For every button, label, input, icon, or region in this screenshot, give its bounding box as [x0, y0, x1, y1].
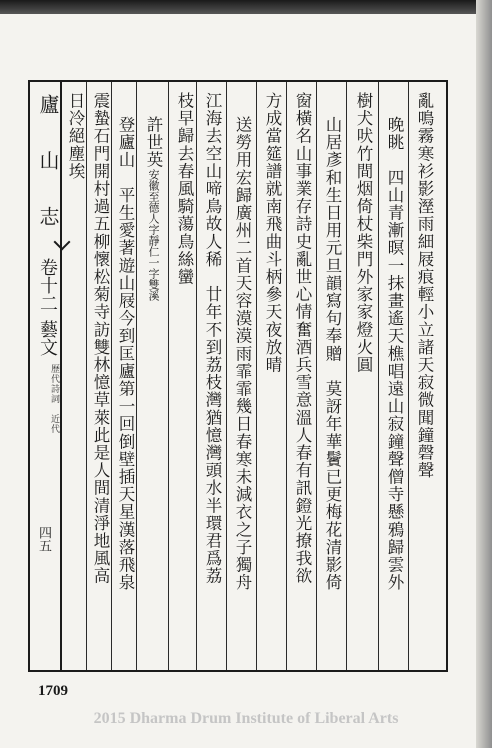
- page-number: 1709: [38, 683, 68, 699]
- column-rule: [378, 82, 379, 670]
- text-column-2: 晚眺 四山青漸暝一抹畫遙天樵唱遠山寂鐘聲僧寺懸鴉歸雲外: [385, 116, 404, 592]
- book-title-char: 山: [36, 150, 60, 170]
- book-title-char: 廬: [36, 94, 60, 114]
- text-column-8: 江海去空山啼鳥故人稀 廿年不到荔枝灣猶憶灣頭水半環君爲荔: [203, 92, 222, 585]
- text-column-6: 方成當筵譜就南飛曲斗柄參天夜放晴: [263, 92, 282, 374]
- scan-edge-right: [476, 0, 492, 748]
- column-rule: [226, 82, 227, 670]
- author-column: [141, 116, 165, 686]
- text-column-5: 窗橫名山事業存詩史亂世心情奮酒兵雪意溫人春有訊鐙光撩我欲: [293, 92, 312, 585]
- text-column-4: 山居彥和生日用元旦韻寫句奉贈 莫訝年華鬢已更梅花清影倚: [323, 116, 342, 592]
- text-column-3: 樹犬吠竹間烟倚杖柴門外家家燈火圓: [354, 92, 373, 374]
- author-note: 安徽至德人字靜仁一字雙溪: [147, 168, 160, 301]
- watermark: 2015 Dharma Drum Institute of Liberal Arts: [93, 710, 399, 727]
- sub-label: 歷代詩詞 近代: [49, 364, 59, 434]
- scan-edge-top: [0, 0, 492, 14]
- volume-label: 卷十二: [37, 258, 58, 312]
- column-rule: [196, 82, 197, 670]
- column-rule: [168, 82, 169, 670]
- text-column-11: 登廬山 平生愛著遊山屐今到匡廬第一回倒壁插天星漢落飛泉: [116, 116, 135, 592]
- text-column-13: 日冷絕塵埃: [66, 92, 85, 180]
- author-name: 許世英: [144, 116, 163, 169]
- leaf-number: 四五: [36, 526, 51, 552]
- margin-column: [30, 94, 60, 664]
- text-column-7: 送勞用宏歸廣州二首天容漠漠雨霏霏幾日春寒未減衣之子獨舟: [233, 116, 252, 592]
- column-rule: [256, 82, 257, 670]
- text-column-12: 震蟄石門開村過五柳懷松菊寺訪雙林憶草萊此是人間清淨地風高: [91, 92, 110, 585]
- book-title-char: 志: [36, 206, 60, 226]
- text-column-9: 枝早歸去春風騎蕩鳥絲蠻: [175, 92, 194, 286]
- column-rule: [286, 82, 287, 670]
- column-rule: [316, 82, 317, 670]
- text-column-1: 亂鳴霧寒衫影溼雨細屐痕輕小立諸天寂微聞鐘磬聲: [415, 92, 434, 480]
- section-label: 藝文: [37, 320, 58, 356]
- column-rule: [346, 82, 347, 670]
- column-rule: [408, 82, 409, 670]
